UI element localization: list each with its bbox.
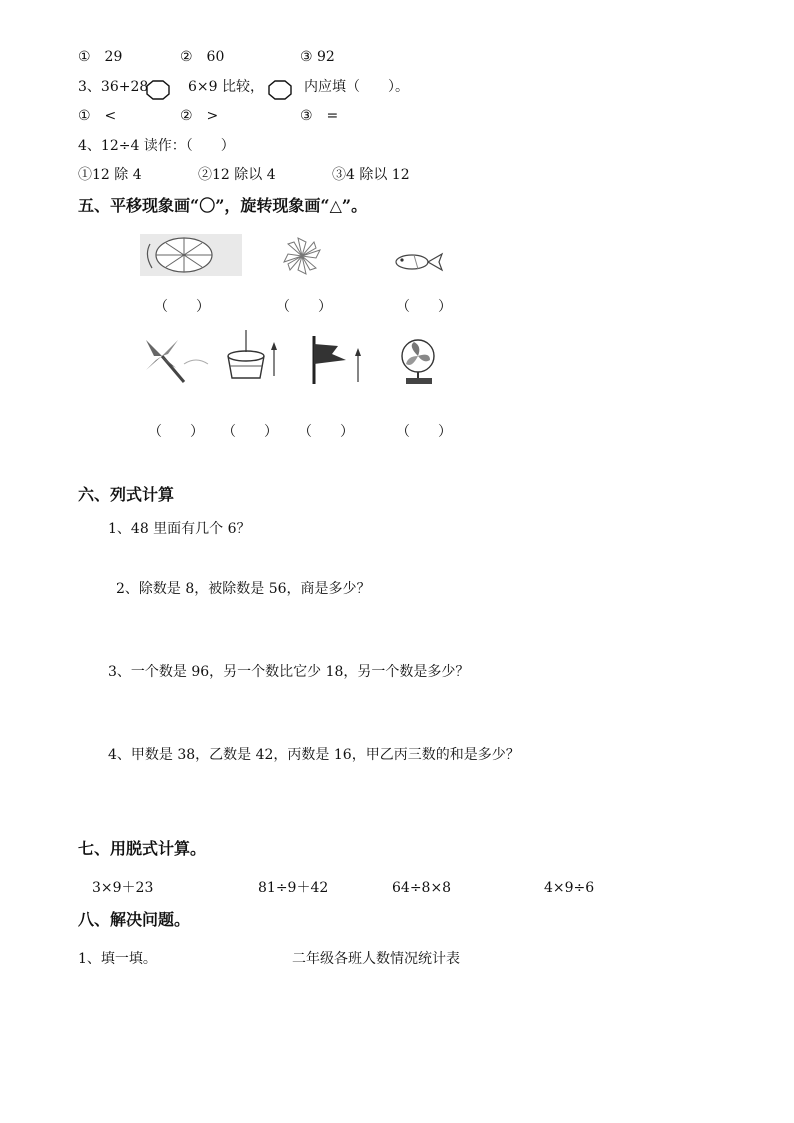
q2-option-2: ② 60 bbox=[180, 49, 225, 65]
section6-title: 六、列式计算 bbox=[78, 485, 175, 504]
pinwheel-icon bbox=[276, 236, 328, 276]
section5-title: 五、平移现象画“〇”，旋转现象画“△”。 bbox=[78, 196, 368, 215]
q4-option-2: ②12 除以 4 bbox=[198, 167, 276, 183]
answer-octagon-icon[interactable] bbox=[268, 80, 292, 100]
section8-title: 八、解决问题。 bbox=[78, 910, 191, 929]
table-title: 二年级各班人数情况统计表 bbox=[292, 951, 460, 967]
answer-paren[interactable]: （ ） bbox=[222, 424, 278, 440]
answer-paren[interactable]: （ ） bbox=[276, 299, 332, 315]
q3-suffix: 内应填（ ）。 bbox=[304, 79, 409, 95]
answer-paren[interactable]: （ ） bbox=[148, 424, 204, 440]
fan-icon bbox=[396, 336, 450, 386]
expression-3: 64÷8×8 bbox=[392, 880, 452, 896]
answer-paren[interactable]: （ ） bbox=[396, 299, 452, 315]
section6-question-4: 4、甲数是 38，乙数是 42，丙数是 16，甲乙丙三数的和是多少？ bbox=[108, 747, 520, 763]
q3-option-3: ③ = bbox=[300, 108, 339, 124]
expression-2: 81÷9＋42 bbox=[258, 880, 329, 896]
q2-option-3: ③ 92 bbox=[300, 49, 335, 65]
windmill-icon bbox=[140, 334, 210, 384]
section6-question-2: 2、除数是 8，被除数是 56，商是多少？ bbox=[116, 581, 371, 597]
q2-option-1: ① 29 bbox=[78, 49, 123, 65]
q4-option-1: ①12 除 4 bbox=[78, 167, 142, 183]
expression-1: 3×9＋23 bbox=[92, 880, 154, 896]
q3-option-1: ① < bbox=[78, 108, 117, 124]
basket-lift-icon bbox=[224, 328, 280, 384]
expression-4: 4×9÷6 bbox=[544, 880, 595, 896]
fish-icon bbox=[392, 250, 448, 274]
q4-text: 4、12÷4 读作：（ ） bbox=[78, 138, 235, 154]
q4-option-3: ③4 除以 12 bbox=[332, 167, 410, 183]
answer-paren[interactable]: （ ） bbox=[154, 299, 210, 315]
answer-paren[interactable]: （ ） bbox=[298, 424, 354, 440]
flag-raising-icon bbox=[308, 334, 364, 386]
section6-question-3: 3、一个数是 96，另一个数比它少 18，另一个数是多少？ bbox=[108, 664, 470, 680]
section6-question-1: 1、48 里面有几个 6？ bbox=[108, 521, 251, 537]
answer-paren[interactable]: （ ） bbox=[396, 424, 452, 440]
section8-question-1: 1、填一填。 bbox=[78, 951, 157, 967]
q3-option-2: ② > bbox=[180, 108, 219, 124]
section7-title: 七、用脱式计算。 bbox=[78, 839, 207, 858]
q3-prefix: 3、36+28 bbox=[78, 79, 149, 95]
rotating-wheel-icon bbox=[140, 234, 242, 276]
answer-octagon-icon[interactable] bbox=[146, 80, 170, 100]
q3-mid: 6×9 比较， bbox=[188, 79, 264, 95]
